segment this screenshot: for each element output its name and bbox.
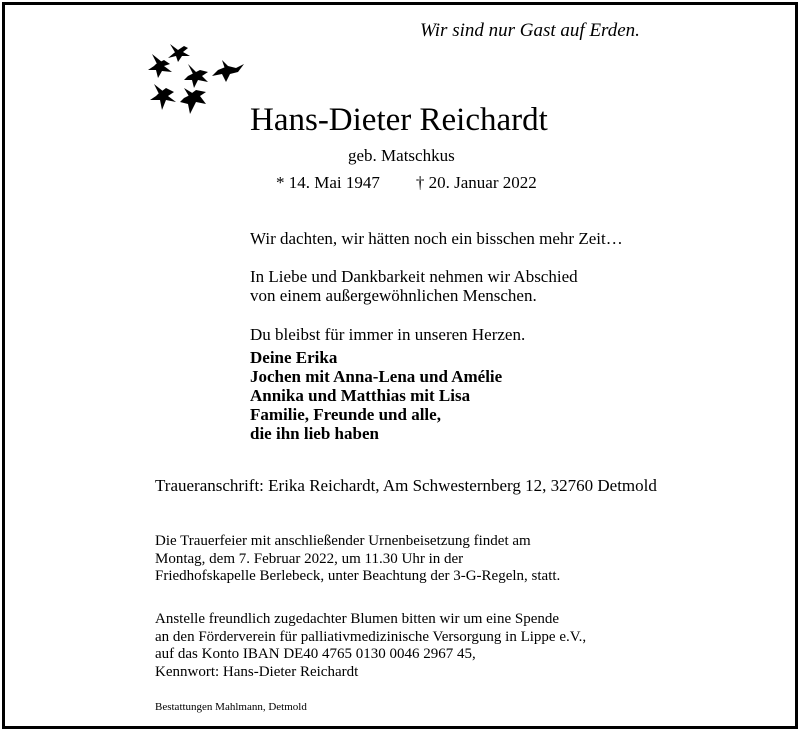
donation-info [155,611,586,681]
quote-line: Wir dachten, wir hätten noch ein bisschen mehr Zeit… [250,229,623,248]
farewell-line: In Liebe und Dankbarkeit nehmen wir Abschied [250,267,578,286]
ceremony-line: Montag, dem 7. Februar 2022, um 11.30 Uhr in der [155,550,464,567]
ceremony-info [155,533,560,586]
mourners-list [250,348,502,443]
donation-line: Kennwort: Hans-Dieter Reichardt [155,663,359,680]
mourning-address: Traueranschrift: Erika Reichardt, Am Schwesternberg 12, 32760 Detmold [155,476,657,495]
farewell-text [250,267,578,305]
deceased-name: Hans-Dieter Reichardt [250,102,548,138]
flying-geese-icon [148,44,252,116]
birth-name: geb. Matschkus [348,146,455,165]
heart-line: Du bleibst für immer in unseren Herzen. [250,325,526,344]
mourner: Deine Erika [250,348,338,367]
farewell-line: von einem außergewöhnlichen Menschen. [250,286,537,305]
ceremony-line: Friedhofskapelle Berlebeck, unter Beachtung der 3-G-Regeln, statt. [155,568,561,584]
donation-line: auf das Konto IBAN DE40 4765 0130 0046 2967 45, [155,646,476,662]
donation-line: an den Förderverein für palliativmedizinische Versorgung in Lippe e.V., [155,628,587,645]
ceremony-line: Die Trauerfeier mit anschließender Urnenbeisetzung findet am [155,533,531,549]
death-date: † 20. Januar 2022 [415,173,537,192]
motto: Wir sind nur Gast auf Erden. [420,20,640,41]
donation-line: Anstelle freundlich zugedachter Blumen bitten wir um eine Spende [155,611,560,627]
birth-date: * 14. Mai 1947 [276,173,380,192]
mourner: die ihn lieb haben [250,424,379,443]
mourner: Familie, Freunde und alle, [250,405,441,424]
life-dates [276,173,537,193]
mourner: Annika und Matthias mit Lisa [250,386,471,405]
mourner: Jochen mit Anna-Lena und Amélie [250,367,503,386]
undertaker-credit: Bestattungen Mahlmann, Detmold [155,701,307,713]
